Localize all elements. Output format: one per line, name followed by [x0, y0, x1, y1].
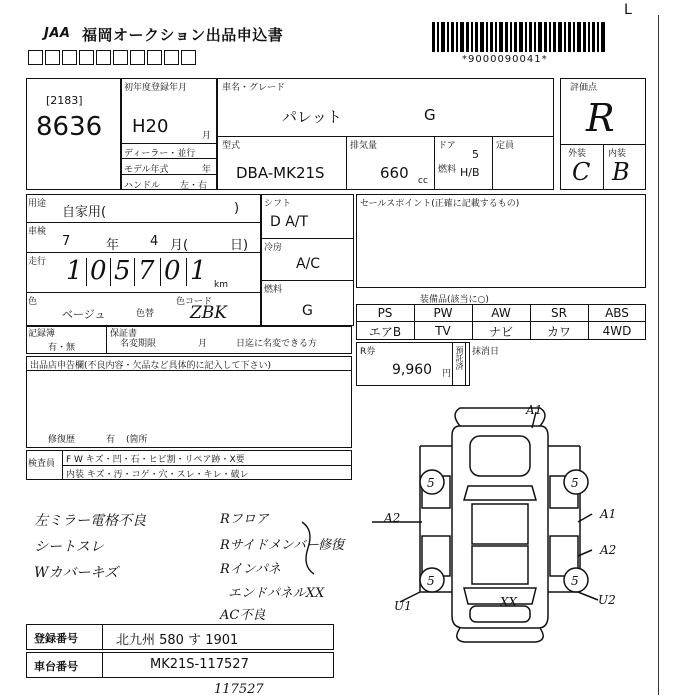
cc-unit: cc: [418, 176, 428, 186]
inspector-row-interior: 内装 キズ・汚・コゲ・穴・スレ・キレ・破レ: [66, 470, 249, 480]
mileage-digit: 1: [66, 256, 83, 286]
model-year-unit: 年: [202, 165, 212, 175]
handwritten-note: 左ミラー電格不良: [34, 513, 146, 529]
shift-value: D A/T: [270, 214, 309, 230]
handwritten-damage-note: Rサイドメンバー: [220, 538, 319, 553]
barcode: [432, 22, 607, 52]
equipment-item: 4WD: [602, 324, 632, 338]
repair-mark: 修復: [318, 538, 345, 553]
color-change-label: 色替: [136, 309, 155, 319]
handwritten-note: Wカバーキズ: [34, 565, 119, 581]
recycle-unit: 円: [442, 369, 452, 379]
record-book-label: 記録簿: [28, 329, 56, 339]
equipment-item: ナビ: [488, 324, 513, 339]
inspection-year: 7: [62, 234, 71, 249]
lot-small-number: [2183]: [46, 94, 83, 107]
repair-label: 修復歴: [48, 435, 76, 445]
inspection-label: 車検: [28, 227, 47, 237]
disposal-label: 抹消日: [472, 347, 500, 357]
registration-label: 登録番号: [34, 632, 78, 645]
lot-number: 8636: [36, 112, 103, 142]
recycle-deposit-label: 預託済: [455, 346, 464, 370]
mileage-digit: 0: [164, 256, 181, 286]
inspector-label: 検査員: [28, 459, 56, 469]
interior-label: 内装: [608, 149, 627, 159]
displacement: 660: [380, 164, 409, 182]
inspector-row-exterior: F W キズ・凹・石・ヒビ割・リペア跡・X要: [66, 455, 245, 465]
evaluation-score: R: [586, 96, 615, 140]
mileage-digit: 5: [114, 256, 131, 286]
name-change-unit: 月: [198, 339, 208, 349]
car-diagram: [360, 396, 650, 646]
exterior-label: 外装: [568, 149, 587, 159]
sales-point-label: セールスポイント(正確に記載するもの): [360, 199, 520, 209]
handwritten-damage-note: Rインパネ: [220, 562, 281, 577]
damage-mark: A2: [600, 543, 617, 557]
handle-label: ハンドル: [124, 181, 161, 191]
inspection-year-unit: 年: [106, 238, 120, 253]
exterior-grade: C: [572, 158, 591, 186]
equipment-item: カワ: [546, 324, 571, 339]
inspection-month: 4: [150, 234, 159, 249]
repair-value: 有: [106, 435, 116, 445]
mileage-digit: 0: [90, 256, 107, 286]
damage-mark: U1: [394, 599, 412, 613]
car-type-label: 型式: [222, 141, 241, 151]
notes-label: 出品店申告欄(不良内容・欠品など具体的に記入して下さい): [30, 361, 272, 371]
equipment-item: TV: [435, 324, 451, 338]
dealer-label: ディーラー・並行: [124, 149, 196, 159]
wheel-circle-mark: 5: [571, 476, 579, 490]
name-change-label: 名変期限: [120, 339, 157, 349]
model-year-label: モデル年式: [124, 165, 169, 175]
damage-mark: U2: [598, 593, 616, 607]
equipment-item: SR: [551, 305, 567, 320]
record-book-value: 有・無: [48, 343, 76, 353]
car-type: DBA-MK21S: [236, 164, 325, 182]
handwritten-damage-note: AC不良: [220, 608, 266, 623]
handwritten-vin: 117527: [214, 682, 264, 697]
fuel-label: 燃料: [264, 285, 283, 295]
repair-paren: (箇所: [126, 435, 148, 445]
equipment-item: PS: [377, 305, 393, 320]
wheel-circle-mark: 5: [427, 574, 435, 588]
equipment-item: AW: [491, 305, 511, 320]
ac-label: 冷房: [264, 243, 283, 253]
inspection-month-unit: 月(: [170, 238, 189, 253]
displacement-label: 排気量: [350, 141, 378, 151]
wheel-circle-mark: 5: [427, 476, 435, 490]
fuel-value: G: [302, 303, 313, 319]
damage-mark: A1: [600, 507, 617, 521]
first-registration-label: 初年度登録年月: [124, 83, 188, 93]
usage-value: 自家用(: [62, 205, 107, 220]
recycle-label: R券: [360, 347, 376, 357]
shift-label: シフト: [264, 199, 292, 209]
same-day-label: 日迄に名変できる方: [236, 339, 318, 349]
equipment-item: ABS: [605, 305, 629, 320]
equipment-label: 装備品(該当に○): [420, 295, 489, 305]
evaluation-label: 評価点: [570, 83, 598, 93]
usage-close: ): [234, 201, 240, 216]
brace-mark: [298, 520, 318, 576]
interior-grade: B: [612, 158, 630, 186]
registration-value: 北九州 580 す 1901: [116, 633, 239, 648]
inspection-day-unit: 日): [230, 238, 249, 253]
handwritten-note: シートスレ: [34, 539, 104, 555]
car-name-label: 車名・グレード: [222, 83, 286, 93]
car-name: パレット: [282, 108, 342, 126]
ac-value: A/C: [296, 256, 321, 272]
month-label: 月: [202, 131, 212, 141]
doors: 5: [472, 148, 479, 161]
mileage-unit: km: [214, 280, 228, 290]
warranty-label: 保証書: [110, 329, 138, 339]
mileage-digit: 1: [190, 256, 207, 286]
damage-mark: A1: [526, 403, 543, 417]
barcode-text: *9000090041*: [462, 54, 548, 65]
color-code: ZBK: [190, 303, 228, 323]
handwritten-damage-note: エンドパネルXX: [228, 586, 325, 601]
damage-mark: A2: [384, 511, 401, 525]
color-value: ベージュ: [62, 308, 106, 321]
color-code-label: 色コード: [176, 297, 213, 307]
equipment-item: エアB: [368, 324, 402, 339]
corner-mark: L: [624, 2, 632, 18]
wheel-circle-mark: 5: [571, 574, 579, 588]
damage-mark: XX: [500, 595, 518, 609]
auction-logo: JAA: [44, 26, 71, 41]
mileage-label: 走行: [28, 257, 47, 267]
doors-label: ドア: [438, 141, 456, 151]
car-grade: G: [424, 106, 436, 124]
capacity-label: 定員: [496, 141, 515, 151]
year-value: H20: [132, 116, 169, 137]
form-title: 福岡オークション出品申込書: [82, 26, 284, 44]
fuel-type: H/B: [460, 166, 480, 179]
mileage-digit: 7: [138, 256, 155, 286]
fuel-type-label: 燃料: [438, 165, 457, 175]
usage-label: 用途: [28, 199, 47, 209]
vin-label: 車台番号: [34, 660, 78, 673]
equipment-item: PW: [433, 305, 453, 320]
handle-options: 左・右: [180, 181, 208, 191]
handwritten-damage-note: Rフロア: [220, 512, 269, 527]
recycle-value: 9,960: [392, 362, 433, 378]
vin-value: MK21S-117527: [150, 657, 249, 672]
color-label: 色: [28, 297, 38, 307]
